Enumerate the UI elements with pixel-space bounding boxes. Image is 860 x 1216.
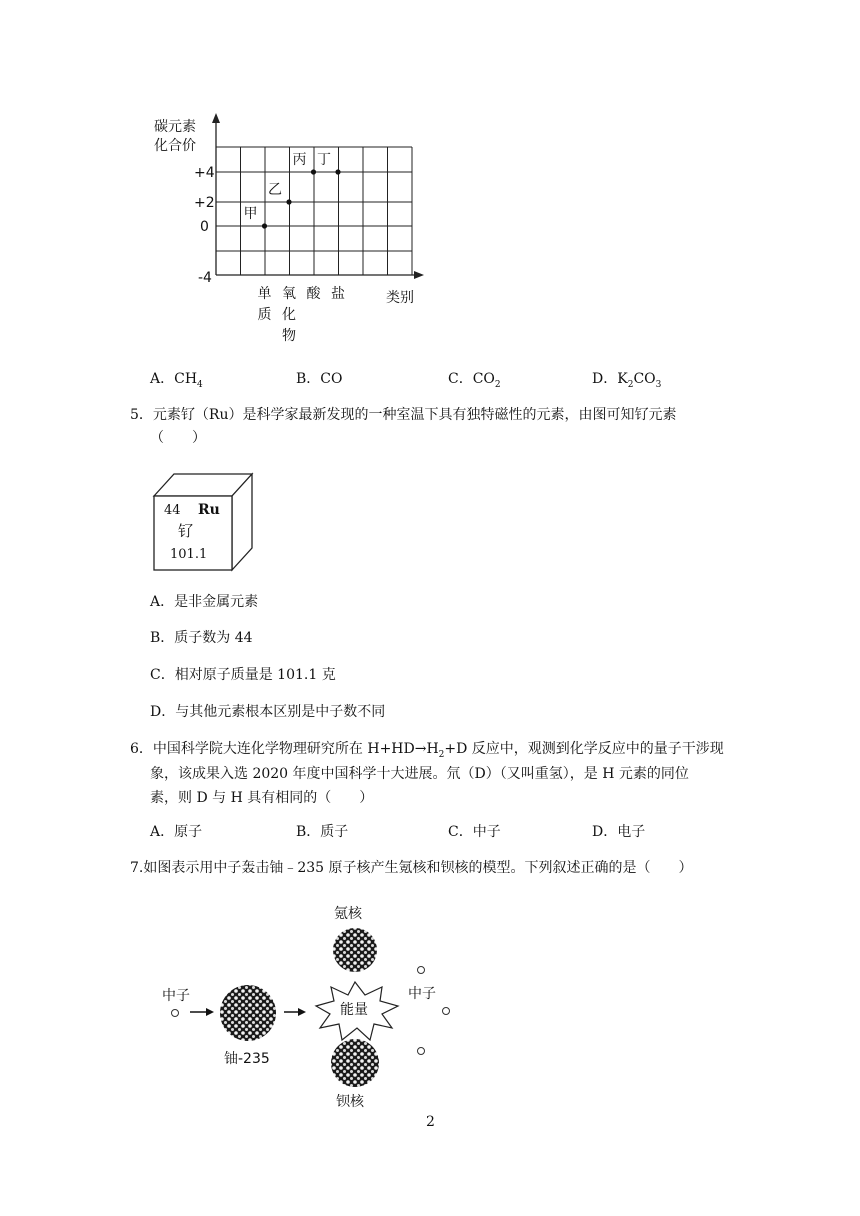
q6-stem-line1: 6．中国科学院大连化学物理研究所在 $H+HD\to H_2+D$ 反应中，观测到化学反应中的量子干涉现 <box>130 741 724 760</box>
neutron-in-icon <box>172 1010 179 1017</box>
x-tick-label: 物 <box>282 328 296 344</box>
neutron-out-icon <box>443 1008 450 1015</box>
arrow-icon <box>298 1008 306 1016</box>
element-name: 钌 <box>178 522 194 540</box>
atomic-number: 44 <box>164 503 181 518</box>
q6-option-c[interactable]: C．中子 <box>448 824 501 840</box>
uranium-label: 铀-235 <box>224 1051 270 1067</box>
y-tick: +2 <box>194 195 215 211</box>
data-point-label: 丙 <box>292 152 307 168</box>
energy-label: 能量 <box>340 1002 368 1018</box>
q5-option-d[interactable]: D．与其他元素根本区别是中子数不同 <box>150 704 386 720</box>
data-point-label: 乙 <box>268 182 282 198</box>
q5-stem-line2: （ ） <box>150 430 206 446</box>
q5-option-c[interactable]: C．相对原子质量是 101.1 克 <box>150 667 336 683</box>
q4-option-a[interactable]: A．$CH_4$ <box>150 371 203 390</box>
x-axis-arrow <box>414 271 424 279</box>
q6-option-a[interactable]: A．原子 <box>150 824 203 840</box>
y-axis-title-line1: 碳元素 <box>154 119 196 135</box>
q5-option-a[interactable]: A．是非金属元素 <box>150 594 259 610</box>
data-point-label: 甲 <box>243 206 258 222</box>
y-axis-title-line2: 化合价 <box>154 138 196 154</box>
krypton-label: 氪核 <box>334 906 362 922</box>
valence-category-chart <box>140 105 440 350</box>
q6-stem-line2: 象，该成果入选 2020 年度中国科学十大进展。氘（D）（又叫重氢），是 H 元素的同位 <box>150 766 689 782</box>
uranium-nucleus-icon <box>220 985 276 1041</box>
x-tick-label: 酸 <box>306 286 321 302</box>
barium-nucleus-icon <box>331 1039 379 1087</box>
data-point <box>286 199 291 204</box>
q6-stem-line3: 素，则 D 与 H 具有相同的（ ） <box>150 790 374 806</box>
x-tick-label: 质 <box>257 307 272 323</box>
atomic-mass: 101.1 <box>170 547 208 562</box>
data-point-label: 丁 <box>317 152 331 168</box>
neutron-out-icon <box>418 1048 425 1055</box>
y-tick: 0 <box>200 219 209 235</box>
arrow-icon <box>206 1008 214 1016</box>
neutron-out-icon <box>418 967 425 974</box>
x-tick-label: 化 <box>282 307 296 323</box>
q7-stem: 7.如图表示用中子轰击铀﹣235 原子核产生氪核和钡核的模型。下列叙述正确的是（ ） <box>130 860 693 876</box>
x-tick-label: 氧 <box>282 286 296 302</box>
y-axis-arrow <box>212 113 220 123</box>
barium-label: 钡核 <box>336 1094 364 1110</box>
fission-diagram <box>150 898 470 1113</box>
q6-option-b[interactable]: B．质子 <box>296 824 349 840</box>
neutron-out-label: 中子 <box>408 986 436 1002</box>
x-tick-label: 盐 <box>331 286 345 302</box>
data-point <box>311 169 316 174</box>
krypton-nucleus-icon <box>333 928 377 972</box>
neutron-in-label: 中子 <box>162 988 190 1004</box>
page-number: 2 <box>426 1114 435 1130</box>
y-tick: -4 <box>198 270 212 286</box>
q6-option-d[interactable]: D．电子 <box>592 824 646 840</box>
x-tick-label: 单 <box>257 286 272 302</box>
element-symbol: Ru <box>198 502 220 518</box>
q4-option-b[interactable]: B．CO <box>296 371 343 387</box>
data-point <box>262 223 267 228</box>
element-cube-ruthenium <box>148 470 258 575</box>
x-axis-title: 类别 <box>386 290 414 306</box>
q5-stem-line1: 5．元素钌（Ru）是科学家最新发现的一种室温下具有独特磁性的元素，由图可知钌元素 <box>130 407 677 423</box>
y-tick: +4 <box>194 165 215 181</box>
data-point <box>335 169 340 174</box>
q4-option-d[interactable]: D．$K_2CO_3$ <box>592 371 662 390</box>
q5-option-b[interactable]: B．质子数为 44 <box>150 630 253 646</box>
q4-option-c[interactable]: C．$CO_2$ <box>448 371 501 390</box>
